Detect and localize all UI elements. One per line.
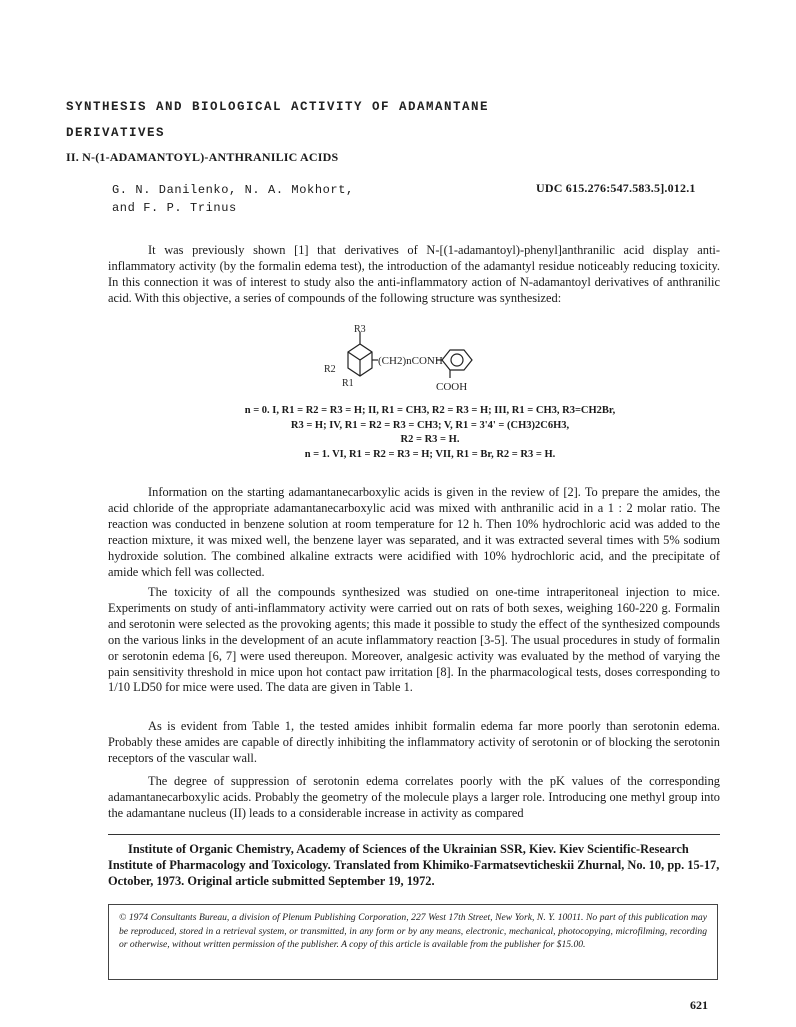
- footnote-divider: [108, 834, 720, 835]
- article-title-line2: DERIVATIVES: [66, 126, 166, 140]
- page-number: 621: [690, 998, 708, 1012]
- compound-definitions: [150, 404, 710, 462]
- paragraph-intro: It was previously shown [1] that derivatives of N-[(1-adamantoyl)-phenyl]anthranilic acid display anti-inflammatory activity (by the formalin edema test), the introduction of the adamantyl residue noticeably reducing toxicity. In this connection it was of interest to study also the anti-inflammatory action of N-adamantoyl derivatives of anthranilic acid. With this objective, a series of compounds of the following structure was synthesized:: [108, 243, 720, 305]
- r1-label: R1: [342, 378, 354, 389]
- paragraph-toxicity: The toxicity of all the compounds synthesized was studied on one-time intraperitoneal injection to mice. Experiments on study of anti-inflammatory activity were carried out on rats of both sexes, weighing 160-220 g. Formalin and serotonin were selected as the provoking agents; this made it possible to study the effect of the synthesized compounds on the various links in the development of an acute inflammatory reaction [3-5]. The usual procedures in study of formalin or serotonin edema [6, 7] were used thereupon. Moreover, analgesic activity was evaluated by the method of varying the pain sensitivity threshold in mice upon hot contact paw irritation [8]. In the pharmacological tests, doses corresponding to 1/10 LD50 for mice were used. The data are given in Table 1.: [108, 585, 720, 695]
- cooh-label: COOH: [436, 381, 468, 393]
- formula-line2: R3 = H; IV, R1 = R2 = R3 = CH3; V, R1 = 3'4' = (CH3)2C6H3,: [290, 419, 570, 431]
- article-title-line1: SYNTHESIS AND BIOLOGICAL ACTIVITY OF ADAMANTANE: [66, 100, 490, 114]
- formula-line1: n = 0. I, R1 = R2 = R3 = H; II, R1 = CH3, R2 = R3 = H; III, R1 = CH3, R3=CH2Br,: [244, 405, 616, 416]
- r2-label: R2: [324, 364, 336, 375]
- copyright-box: © 1974 Consultants Bureau, a division of Plenum Publishing Corporation, 227 West 17th Street, New York, N. Y. 10011. No part of this publication may be reproduced, stored in a retrieval system, or transmitted, in any form or by any means, electronic, mechanical, photocopying, microfilming, recording or otherwise, without written permission of the publisher. A copy of this article is available from the publisher for $15.00.: [108, 904, 718, 980]
- chain-label: (CH2)nCONH: [378, 355, 443, 367]
- chemical-structure-diagram: [318, 322, 498, 402]
- benzene-ring: [442, 350, 472, 378]
- authors-line2: and F. P. Trinus: [112, 201, 237, 215]
- paragraph-synthesis: Information on the starting adamantanecarboxylic acids is given in the review of [2]. To prepare the amides, the acid chloride of the appropriate adamantanecarboxylic acid was mixed with anthranilic acid in a 1 : 2 molar ratio. The reaction was conducted in benzene solution at room temperature for 12 h. Then 10% hydrochloric acid was added to the reaction mixture, it was mixed well, the benzene layer was separated, and it was extracted several times with 5% sodium hydroxide solution. The combined alkaline extracts were acidified with 10% hydrochloric acid, and the precipitate of amide which fell was collected.: [108, 485, 720, 579]
- formula-line4: n = 1. VI, R1 = R2 = R3 = H; VII, R1 = Br, R2 = R3 = H.: [304, 448, 556, 460]
- formula-line3: R2 = R3 = H.: [400, 434, 460, 445]
- r3-label: R3: [354, 324, 366, 335]
- authors-line1: G. N. Danilenko, N. A. Mokhort,: [112, 183, 354, 197]
- authors: [112, 181, 354, 217]
- article-subtitle: II. N-(1-ADAMANTOYL)-ANTHRANILIC ACIDS: [66, 150, 339, 164]
- affiliation-footnote: Institute of Organic Chemistry, Academy of Sciences of the Ukrainian SSR, Kiev. Kiev Scientific-Research Institute of Pharmacology and Toxicology. Translated from Khimiko-Farmatsevticheskii Zhurnal, No. 10, pp. 15-17, October, 1973. Original article submitted September 19, 1972.: [108, 842, 720, 888]
- udc-code: UDC 615.276:547.583.5].012.1: [536, 181, 696, 195]
- adamantane-cage: [348, 332, 372, 376]
- paragraph-table-discussion: As is evident from Table 1, the tested amides inhibit formalin edema far more poorly than serotonin edema. Probably these amides are capable of directly inhibiting the inflammatory activity of serotonin or of blocking the serotonin receptors of the vascular wall.: [108, 719, 720, 765]
- paragraph-serotonin: The degree of suppression of serotonin edema correlates poorly with the pK values of the corresponding adamantanecarboxylic acids. Probably the geometry of the molecule plays a larger role. Introducing one methyl group into the adamantane nucleus (II) leads to a considerable increase in activity as compared: [108, 774, 720, 820]
